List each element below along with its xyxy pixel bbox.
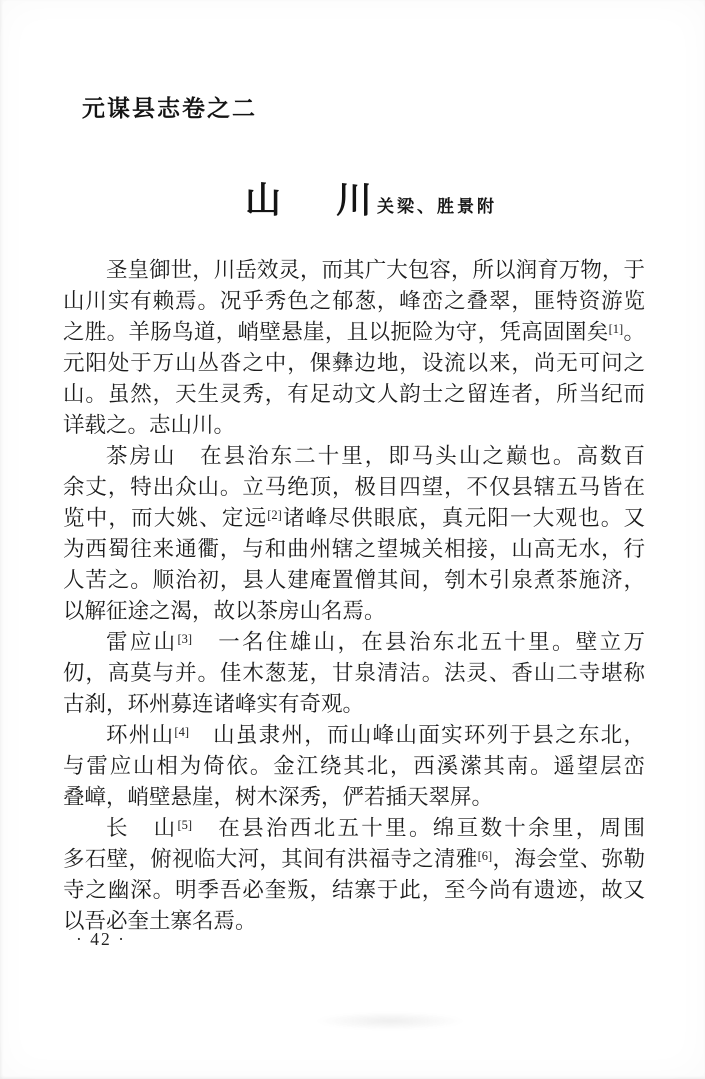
footnote-ref: [3] (177, 632, 193, 646)
body-text (63, 255, 645, 937)
footnote-ref: [6] (477, 849, 493, 863)
text-line: 古刹，环州募连诸峰实有奇观。 (63, 692, 365, 716)
text-line: 长 山[5] 在县治西北五十里。绵亘数十余里，周围 (106, 816, 645, 840)
page-number: · 42 · (76, 929, 126, 949)
text-line: 山。虽然，天生灵秀，有足动文人韵士之留连者，所当纪而 (63, 382, 645, 406)
text-line: 雷应山[3] 一名住雄山，在县治东北五十里。壁立万 (106, 630, 645, 654)
footnote-ref: [2] (267, 508, 282, 522)
text-line: 与雷应山相为倚依。金江绕其北，西溪潆其南。遥望层峦 (63, 754, 645, 778)
text-line: 以解征途之渴，故以茶房山名焉。 (63, 599, 386, 623)
text-line: 环州山[4] 山虽隶州，而山峰山面实环列于县之东北， (106, 723, 645, 747)
chapter-title-char-shan: 山 (245, 179, 282, 220)
text-line: 山川实有赖焉。况乎秀色之郁葱，峰峦之叠翠，匪特资游览 (63, 289, 645, 313)
text-line: 详载之。志山川。 (63, 413, 236, 437)
chapter-title (245, 180, 497, 220)
footnote-ref: [4] (174, 725, 189, 739)
text-line: 人苦之。顺治初，县人建庵置僧其间，刳木引泉煮茶施济， (63, 568, 645, 592)
text-line: 寺之幽深。明季吾必奎叛，结寨于此，至今尚有遗迹，故又 (63, 878, 645, 902)
text-line: 元阳处于万山丛沓之中，倮彝边地，设流以来，尚无可问之 (63, 351, 645, 375)
text-line: 之胜。羊肠鸟道，峭壁悬崖，且以扼险为守，凭高固圉矣[1]。 (63, 320, 645, 344)
scan-smudge (315, 1012, 465, 1030)
text-line: 览中，而大姚、定远[2]诸峰尽供眼底，真元阳一大观也。又 (63, 506, 645, 530)
text-line: 以吾必奎土寨名焉。 (63, 909, 257, 933)
footnote-ref: [1] (608, 322, 624, 336)
volume-header: 元谋县志卷之二 (82, 95, 257, 121)
chapter-subtitle: 关梁、胜景附 (377, 197, 498, 216)
text-line: 为西蜀往来通衢，与和曲州辖之望城关相接，山高无水，行 (63, 537, 645, 561)
text-line: 茶房山 在县治东二十里，即马头山之巅也。高数百 (106, 444, 645, 468)
text-line: 多石壁，俯视临大河，其间有洪福寺之清雅[6]，海会堂、弥勒 (63, 847, 645, 871)
chapter-title-char-chuan: 川 (336, 179, 373, 220)
footnote-ref: [5] (177, 818, 193, 832)
text-line: 余丈，特出众山。立马绝顶，极目四望，不仅县辖五马皆在 (63, 475, 645, 499)
text-line: 叠嶂，峭壁悬崖，树木深秀，俨若插天翠屏。 (63, 785, 494, 809)
text-line: 圣皇御世，川岳效灵，而其广大包容，所以润育万物，于 (106, 258, 645, 282)
text-line: 仞，高莫与并。佳木葱茏，甘泉清洁。法灵、香山二寺堪称 (63, 661, 645, 685)
